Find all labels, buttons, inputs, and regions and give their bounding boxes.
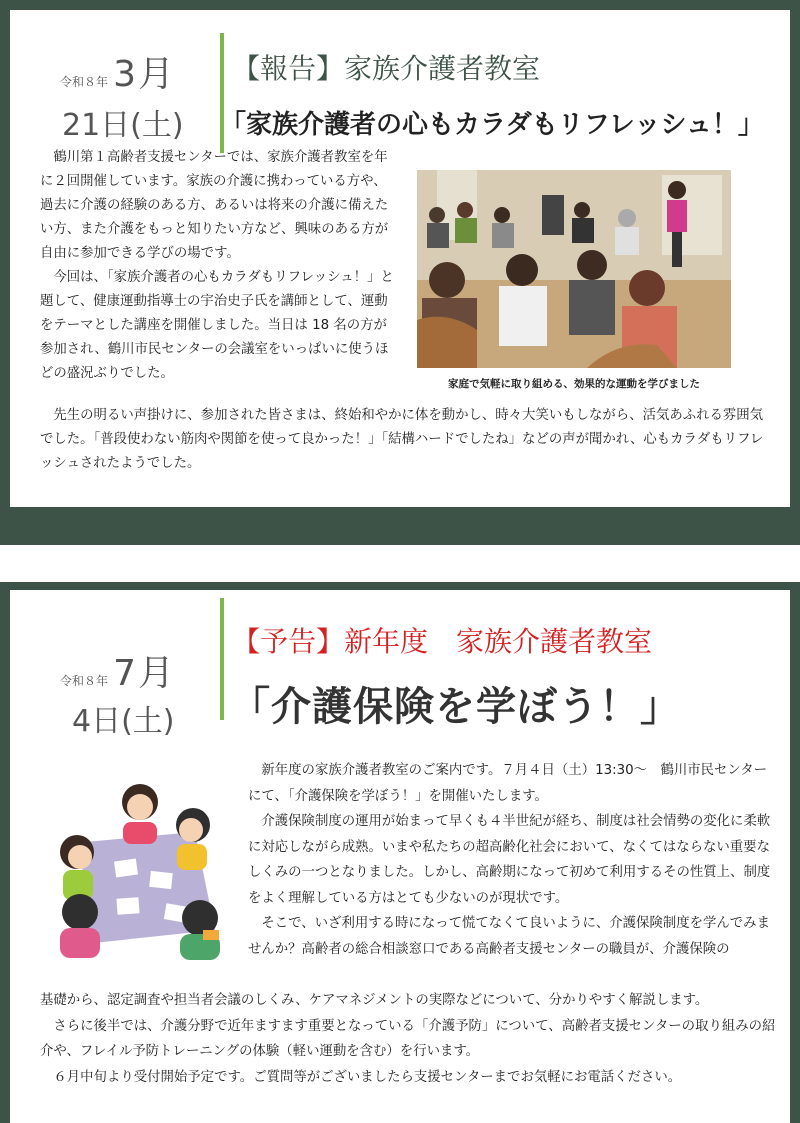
report-title: 「家族介護者の心もカラダもリフレッシュ！」 [220, 110, 764, 140]
notice-paragraph-1: 新年度の家族介護者教室のご案内です。７月４日（土）13:30～ 鶴川市民センターにて、「介護保険を学ぼう！」を開催いたします。 [248, 763, 768, 804]
notice-date [60, 645, 210, 696]
report-date [60, 46, 210, 97]
seminar-photo [417, 170, 731, 368]
report-body-bottom [40, 404, 770, 476]
report-paragraph-3: 先生の明るい声掛けに、参加された皆さまは、終始和やかに体を動かし、時々大笑いもしながら、活気あふれる雰囲気でした。「普段使わない筋肉や関節を使って良かった！」「結構ハードでしたね」などの声が聞かれ、心もカラダもリフレッシュされたようでした。 [40, 408, 764, 471]
notice-era: 令和８年 [60, 674, 109, 688]
notice-body-bottom [40, 988, 780, 1090]
notice-accent-bar [220, 598, 224, 720]
notice-card-inner [10, 590, 790, 1123]
notice-paragraph-3a: そこで、いざ利用する時になって慌てなくて良いように、介護保険制度を学んでみませんか？高齢者の総合相談窓口である高齢者支援センターの職員が、介護保険の [248, 916, 770, 957]
notice-paragraph-4: さらに後半では、介護分野で近年ますます重要となっている「介護予防」について、高齢者支援センターの取り組みの紹介や、フレイル予防トレーニングの体験（軽い運動を含む）を行います。 [40, 1018, 776, 1059]
notice-month: 7月 [113, 653, 177, 694]
report-tag: 【報告】家族介護者教室 [232, 52, 541, 85]
notice-body-top [248, 758, 778, 962]
notice-day: 4日(土) [72, 704, 175, 739]
report-card [0, 0, 800, 545]
report-day: 21日(土) [62, 108, 184, 143]
notice-paragraph-2: 介護保険制度の運用が始まって早くも４半世紀が経ち、制度は社会情勢の変化に柔軟に対応しながら成熟。いまや私たちの超高齢化社会において、なくてはならない重要なしくみの一つとなりました。しかし、高齢期になって初めて利用するその性質上、制度をよく理解している方はとても少ないのが現状です。 [248, 814, 771, 906]
report-card-inner [10, 10, 790, 507]
report-body-top [40, 146, 395, 386]
notice-title: 「介護保険を学ぼう！」 [230, 684, 681, 730]
report-era: 令和８年 [60, 75, 109, 89]
photo-caption: 家庭で気軽に取り組める、効果的な運動を学びました [448, 378, 700, 390]
notice-paragraph-3b: 基礎から、認定調査や担当者会議のしくみ、ケアマネジメントの実際などについて、分かりやすく解説します。 [40, 993, 709, 1008]
discussion-illustration [55, 780, 225, 960]
notice-tag: 【予告】新年度 家族介護者教室 [232, 625, 653, 658]
notice-card [0, 582, 800, 1123]
report-paragraph-2: 今回は、「家族介護者の心もカラダもリフレッシュ！」と題して、健康運動指導士の宇治史子氏を講師として、運動をテーマとした講座を開催しました。当日は 18 名の方が参加され、鶴川市民センターの会議室をいっぱいに使うほどの盛況ぶりでした。 [40, 270, 394, 381]
report-month: 3月 [113, 54, 177, 95]
report-paragraph-1: 鶴川第１高齢者支援センターでは、家族介護者教室を年に２回開催しています。家族の介護に携わっている方や、過去に介護の経験のある方、あるいは将来の介護に備えたい方、また介護をもっと知りたい方など、興味のある方が自由に参加できる学びの場です。 [40, 150, 389, 261]
notice-paragraph-5: ６月中旬より受付開始予定です。ご質問等がございましたら支援センターまでお気軽にお電話ください。 [40, 1069, 682, 1085]
